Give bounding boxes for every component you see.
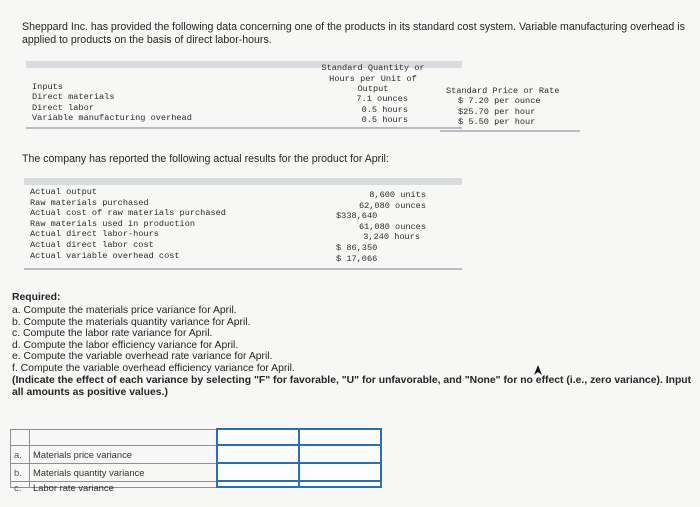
- actual-row-value: 61,080 ounces: [358, 221, 426, 232]
- actual-row-value: 8,600 units: [369, 190, 426, 200]
- std-row-price: $ 7.20 per ounce: [458, 96, 541, 106]
- standards-rule-right: [440, 130, 580, 132]
- actuals-top-band: [24, 178, 462, 185]
- actual-row-value: $ 86,350: [336, 242, 378, 253]
- actual-row-label: Raw materials used in production: [30, 218, 196, 229]
- row-label: Materials price variance: [30, 445, 218, 463]
- row-index: a.: [11, 445, 30, 463]
- actual-row-value: $338,640: [336, 211, 378, 222]
- intro-text: Sheppard Inc. has provided the following data concerning one of the products in its standard cost system. Variable manufacturing overhead is applied to products on the basis of direct labor-hours.: [22, 21, 685, 46]
- required-item: a. Compute the materials price variance for April.: [12, 305, 237, 316]
- required-item: e. Compute the variable overhead rate variance for April.: [12, 351, 273, 363]
- std-row-qty: 7.1 ounces: [356, 94, 408, 104]
- cursor-icon: [533, 363, 543, 375]
- actual-row-value: $ 17,066: [336, 253, 378, 264]
- actual-row-label: Raw materials purchased: [30, 197, 149, 208]
- actuals-labels: [30, 187, 226, 261]
- row-label: Labor rate variance: [33, 482, 114, 493]
- std-row-label: Direct labor: [32, 102, 94, 113]
- required-item: f. Compute the variable overhead efficiency variance for April.: [12, 362, 295, 374]
- required-instruction: (Indicate the effect of each variance by selecting "F" for favorable, "U" for unfavorable, and "None" for no effect (i.e., zero variance). Input all amounts as positive values.): [12, 375, 692, 398]
- std-row-qty: 0.5 hours: [361, 115, 408, 126]
- row-index: b.: [11, 463, 30, 481]
- standards-labels: [32, 92, 192, 124]
- std-row-price: $ 5.50 per hour: [458, 117, 536, 128]
- actual-row-label: Actual direct labor cost: [30, 239, 154, 250]
- table-row: c. Labor rate variance: [11, 481, 382, 487]
- actual-row-label: Actual direct labor-hours: [30, 229, 159, 240]
- answer-header-cell: [299, 429, 381, 445]
- required-item: c. Compute the labor rate variance for April.: [12, 328, 213, 340]
- actual-row-label: Actual variable overhead cost: [30, 250, 180, 261]
- answer-header-row: [11, 429, 382, 445]
- actual-row-label: Actual output: [30, 187, 98, 197]
- actual-row-label: Actual cost of raw materials purchased: [30, 208, 226, 219]
- standards-rule-left: [26, 127, 462, 129]
- actuals-rule: [24, 268, 462, 270]
- variance-amount-input[interactable]: [217, 481, 299, 487]
- standards-price: [458, 96, 541, 128]
- standards-qty: [330, 94, 408, 126]
- header-price: Standard Price or Rate: [446, 86, 560, 96]
- std-row-price: $25.70 per hour: [458, 106, 536, 117]
- inputs-label: Inputs: [32, 82, 63, 92]
- actual-row-value: 3,240 hours: [363, 232, 420, 243]
- variance-amount-input[interactable]: [217, 463, 299, 481]
- answer-table: [10, 428, 382, 493]
- std-row-qty: 0.5 hours: [361, 104, 408, 115]
- variance-amount-input[interactable]: [217, 445, 299, 463]
- table-row: [11, 445, 382, 463]
- actuals-values: [336, 190, 426, 264]
- actual-intro: The company has reported the following actual results for the product for April:: [22, 153, 389, 165]
- variance-effect-select[interactable]: [299, 481, 381, 487]
- answer-header-cell: [217, 429, 299, 445]
- actual-row-value: 62,080 ounces: [358, 200, 426, 211]
- variance-effect-select[interactable]: [299, 463, 381, 481]
- std-row-label: Variable manufacturing overhead: [32, 113, 192, 124]
- required-list: [12, 305, 572, 375]
- required-item: d. Compute the labor efficiency variance for April.: [12, 339, 239, 351]
- required-heading: Required:: [12, 292, 61, 303]
- required-item: b. Compute the materials quantity variance for April.: [12, 316, 251, 328]
- variance-effect-select[interactable]: [299, 445, 381, 463]
- header-qty: Standard Quantity or Hours per Unit of Output: [321, 63, 425, 95]
- table-row: [11, 463, 382, 481]
- row-label: Materials quantity variance: [30, 463, 218, 481]
- std-row-label: Direct materials: [32, 92, 115, 102]
